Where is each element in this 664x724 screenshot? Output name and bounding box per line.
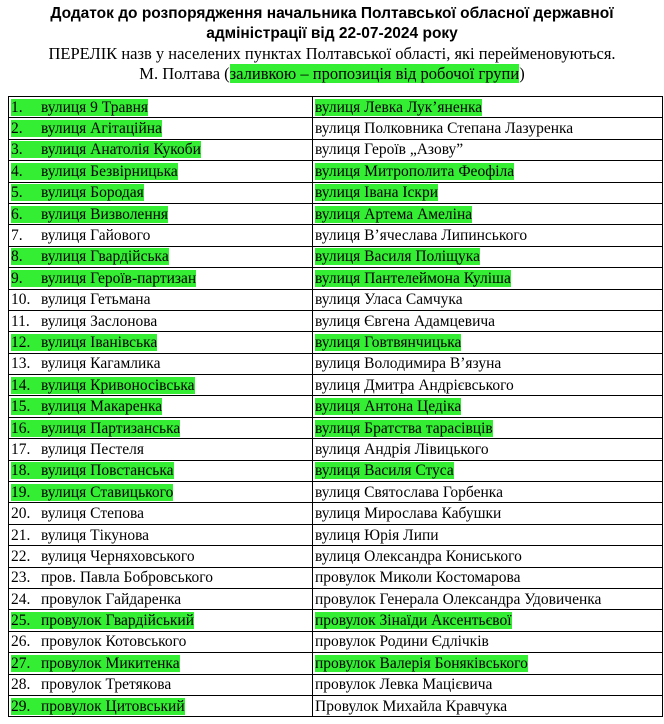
old-name-text [11, 248, 169, 265]
row-number: 6. [11, 205, 23, 223]
old-street-name: вулиця Агітаційна [41, 120, 162, 138]
table-row [9, 225, 663, 246]
old-name-text [11, 184, 144, 201]
old-name-cell [9, 546, 313, 567]
old-name-cell [9, 97, 313, 118]
table-row [9, 567, 663, 588]
old-street-name: пров. Павла Бобровського [41, 569, 213, 587]
old-name-cell [9, 588, 313, 609]
old-street-name: вулиця Бородая [41, 184, 144, 202]
table-row [9, 161, 663, 182]
new-street-name: вулиця Митрополита Феофіла [315, 162, 515, 180]
table-row [9, 460, 663, 481]
old-street-name: вулиця Визволення [41, 205, 169, 223]
new-name-cell [313, 524, 663, 545]
new-name-cell [313, 610, 663, 631]
old-street-name: вулиця Іванівська [41, 333, 158, 351]
new-street-name: вулиця Антона Цедіка [315, 398, 462, 416]
title-line-1: Додаток до розпорядження начальника Полтавської обласної державної [50, 5, 614, 22]
new-street-name: вулиця Євгена Адамцевича [315, 312, 496, 330]
old-name-cell [9, 161, 313, 182]
old-street-name: вулиця Анатолія Кукоби [41, 141, 201, 159]
row-number: 19. [11, 483, 31, 501]
old-street-name: вулиця Тікунова [41, 526, 150, 544]
table-row [9, 268, 663, 289]
old-name-cell [9, 246, 313, 267]
table-row [9, 182, 663, 203]
old-street-name: провулок Цитовський [41, 697, 185, 715]
new-street-name: вулиця Василя Поліщука [315, 248, 480, 266]
new-street-name: вулиця Василя Стуса [315, 462, 454, 480]
new-name-cell [313, 460, 663, 481]
old-name-cell [9, 332, 313, 353]
new-name-cell [313, 289, 663, 310]
table-row [9, 524, 663, 545]
old-street-name: вулиця Кагамлика [41, 355, 161, 373]
old-name-text [11, 398, 162, 415]
row-number: 1. [11, 98, 23, 116]
row-number: 3. [11, 141, 23, 159]
row-number: 9. [11, 269, 23, 287]
new-street-name: провулок Миколи Костомарова [315, 569, 521, 587]
new-street-name: вулиця Левка Лук’яненка [315, 98, 483, 116]
new-street-name: вулиця Дмитра Андрієвського [315, 376, 514, 394]
table-row [9, 631, 663, 652]
old-name-text [11, 206, 168, 223]
old-name-cell [9, 417, 313, 438]
new-street-name: вулиця Братства тарасівців [315, 419, 493, 437]
table-row [9, 97, 663, 118]
table-row [9, 375, 663, 396]
new-name-cell [313, 439, 663, 460]
row-number: 7. [11, 227, 23, 245]
old-street-name: провулок Котовського [41, 633, 187, 651]
old-name-text [11, 527, 149, 544]
old-street-name: провулок Гайдаренка [41, 590, 182, 608]
new-name-cell [313, 118, 663, 139]
old-street-name: вулиця Черняховського [41, 547, 195, 565]
table-row [9, 588, 663, 609]
row-number: 20. [11, 505, 31, 523]
old-name-cell [9, 139, 313, 160]
old-name-text [11, 505, 144, 522]
table-row [9, 332, 663, 353]
row-number: 26. [11, 633, 31, 651]
old-street-name: провулок Микитенка [41, 654, 180, 672]
new-name-cell [313, 310, 663, 331]
new-street-name: вулиця Артема Амеліна [315, 205, 473, 223]
old-name-text [11, 698, 185, 715]
table-row [9, 439, 663, 460]
old-name-text [11, 441, 144, 458]
table-row [9, 353, 663, 374]
old-street-name: вулиця Степова [41, 505, 145, 523]
new-street-name: вулиця Говтвянчицька [315, 333, 462, 351]
new-name-cell [313, 268, 663, 289]
row-number: 23. [11, 569, 31, 587]
renaming-table [8, 96, 663, 717]
row-number: 13. [11, 355, 31, 373]
table-row [9, 203, 663, 224]
table-row [9, 610, 663, 631]
old-street-name: вулиця Повстанська [41, 462, 174, 480]
old-name-text [11, 548, 195, 565]
old-name-text [11, 227, 150, 244]
new-street-name: вулиця Андрія Лівицького [315, 440, 489, 458]
old-street-name: провулок Гвардійський [41, 612, 195, 630]
row-number: 4. [11, 162, 23, 180]
new-street-name: вулиця Володимира В’язуна [315, 355, 502, 373]
table-row [9, 546, 663, 567]
row-number: 5. [11, 184, 23, 202]
old-name-cell [9, 674, 313, 695]
row-number: 2. [11, 120, 23, 138]
new-street-name: провулок Зінаїди Аксентьєвої [315, 612, 512, 630]
old-name-text [11, 120, 162, 137]
old-name-text [11, 141, 201, 158]
new-street-name: провулок Родини Єдлічків [315, 633, 489, 651]
old-street-name: вулиця Партизанська [41, 419, 181, 437]
table-row [9, 674, 663, 695]
old-name-cell [9, 631, 313, 652]
new-name-cell [313, 246, 663, 267]
old-street-name: вулиця Ставицького [41, 483, 174, 501]
old-name-text [11, 99, 148, 116]
old-name-cell [9, 396, 313, 417]
new-name-cell [313, 631, 663, 652]
table-row [9, 310, 663, 331]
new-street-name: вулиця Уласа Самчука [315, 291, 463, 309]
table-row [9, 695, 663, 716]
row-number: 14. [11, 376, 31, 394]
new-name-cell [313, 482, 663, 503]
new-street-name: вулиця В’ячеслава Липинського [315, 227, 528, 245]
old-street-name: вулиця Безвірницька [41, 162, 178, 180]
old-name-cell [9, 118, 313, 139]
row-number: 25. [11, 612, 31, 630]
new-street-name: вулиця Олександра Кониського [315, 547, 522, 565]
old-name-cell [9, 375, 313, 396]
table-row [9, 139, 663, 160]
new-name-cell [313, 588, 663, 609]
row-number: 17. [11, 440, 31, 458]
old-street-name: вулиця Заслонова [41, 312, 158, 330]
new-name-cell [313, 695, 663, 716]
old-name-text [11, 655, 180, 672]
table-row [9, 653, 663, 674]
old-street-name: вулиця 9 Травня [41, 98, 149, 116]
table-row [9, 289, 663, 310]
old-name-text [11, 676, 171, 693]
table-row [9, 503, 663, 524]
row-number: 8. [11, 248, 23, 266]
old-name-text [11, 377, 195, 394]
title-line-2: адміністрації від 22-07-2024 року [206, 25, 458, 42]
new-street-name: провулок Генерала Олександра Удовиченка [315, 590, 602, 608]
row-number: 24. [11, 590, 31, 608]
old-street-name: вулиця Гетьмана [41, 291, 151, 309]
old-name-cell [9, 482, 313, 503]
old-name-text [11, 355, 160, 372]
new-street-name: провулок Валерія Боняківського [315, 654, 528, 672]
new-street-name: вулиця Мирослава Кабушки [315, 505, 502, 523]
row-number: 11. [11, 312, 30, 330]
new-name-cell [313, 203, 663, 224]
old-street-name: провулок Третякова [41, 676, 172, 694]
old-name-cell [9, 524, 313, 545]
new-street-name: вулиця Пантелеймона Куліша [315, 269, 511, 287]
new-name-cell [313, 375, 663, 396]
row-number: 15. [11, 398, 31, 416]
new-name-cell [313, 139, 663, 160]
old-name-cell [9, 695, 313, 716]
row-number: 22. [11, 547, 31, 565]
row-number: 21. [11, 526, 31, 544]
old-name-cell [9, 203, 313, 224]
subtitle-line-2 [0, 64, 664, 84]
old-name-cell [9, 567, 313, 588]
new-name-cell [313, 161, 663, 182]
subtitle-city: М. Полтава ( [139, 64, 230, 83]
old-name-text [11, 163, 178, 180]
row-number: 10. [11, 291, 31, 309]
new-name-cell [313, 332, 663, 353]
new-name-cell [313, 396, 663, 417]
subtitle-close: ) [519, 64, 525, 83]
new-street-name: вулиця Юрія Липи [315, 526, 439, 544]
new-name-cell [313, 653, 663, 674]
old-name-cell [9, 182, 313, 203]
old-name-text [11, 569, 213, 586]
new-street-name: вулиця Івана Іскри [315, 184, 439, 202]
row-number: 16. [11, 419, 31, 437]
old-name-cell [9, 353, 313, 374]
renaming-table-body [9, 97, 663, 717]
new-street-name: провулок Левка Мацієвича [315, 676, 493, 694]
new-name-cell [313, 182, 663, 203]
old-name-text [11, 591, 181, 608]
new-name-cell [313, 225, 663, 246]
old-street-name: вулиця Гайового [41, 227, 151, 245]
table-row [9, 417, 663, 438]
old-name-cell [9, 268, 313, 289]
new-name-cell [313, 546, 663, 567]
new-street-name: Провулок Михайла Кравчука [315, 697, 508, 715]
old-name-cell [9, 225, 313, 246]
table-row [9, 396, 663, 417]
new-name-cell [313, 567, 663, 588]
new-name-cell [313, 417, 663, 438]
new-street-name: вулиця Полковника Степана Лазуренка [315, 120, 574, 138]
old-name-text [11, 484, 173, 501]
old-street-name: вулиця Макаренка [41, 398, 163, 416]
row-number: 12. [11, 333, 31, 351]
new-name-cell [313, 97, 663, 118]
old-name-cell [9, 289, 313, 310]
old-name-text [11, 291, 150, 308]
old-name-cell [9, 460, 313, 481]
old-name-text [11, 270, 196, 287]
row-number: 28. [11, 676, 31, 694]
old-name-text [11, 462, 174, 479]
old-street-name: вулиця Кривоносівська [41, 376, 195, 394]
old-name-text [11, 612, 194, 629]
old-name-text [11, 334, 157, 351]
old-street-name: вулиця Пестеля [41, 440, 145, 458]
row-number: 27. [11, 654, 31, 672]
new-name-cell [313, 503, 663, 524]
old-name-cell [9, 610, 313, 631]
old-name-cell [9, 653, 313, 674]
row-number: 18. [11, 462, 31, 480]
old-street-name: вулиця Героїв-партизан [41, 269, 197, 287]
old-name-cell [9, 503, 313, 524]
subtitle-line-1: ПЕРЕЛІК назв у населених пунктах Полтавської області, які перейменовуються. [48, 44, 616, 63]
new-street-name: вулиця Святослава Горбенка [315, 483, 503, 501]
table-row [9, 246, 663, 267]
old-name-text [11, 313, 157, 330]
table-row [9, 482, 663, 503]
highlight-legend: заливкою – пропозиція від робочої групи [229, 64, 520, 83]
old-street-name: вулиця Гвардійська [41, 248, 169, 266]
row-number: 29. [11, 697, 31, 715]
new-street-name: вулиця Героїв „Азову” [315, 141, 464, 159]
new-name-cell [313, 674, 663, 695]
document-header [0, 4, 664, 84]
table-row [9, 118, 663, 139]
old-name-cell [9, 439, 313, 460]
new-name-cell [313, 353, 663, 374]
old-name-text [11, 420, 180, 437]
old-name-text [11, 633, 186, 650]
old-name-cell [9, 310, 313, 331]
